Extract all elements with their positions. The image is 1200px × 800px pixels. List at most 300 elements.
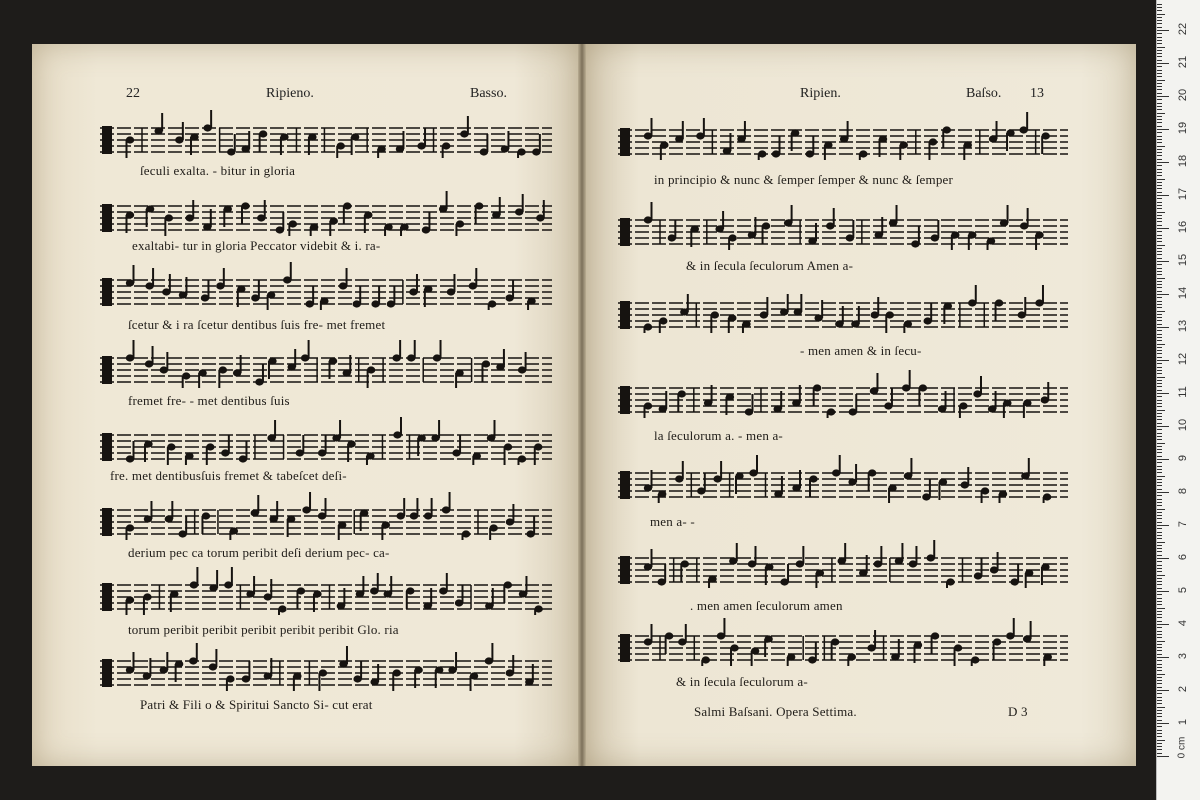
ruler-label: 7 [1177,520,1189,528]
note-glyph [367,366,375,388]
note-glyph [758,150,766,160]
clef-sign [102,204,112,232]
note-glyph [644,402,652,418]
music-stave [100,643,552,691]
ruler-tick [1157,248,1162,249]
note-glyph [1023,399,1031,418]
note-glyph [126,652,134,674]
ruler-label: 16 [1177,220,1189,234]
ruler-label: 11 [1177,386,1189,398]
note-glyph [460,116,468,138]
note-glyph [884,388,892,410]
note-glyph [968,231,976,250]
ruler-tick [1157,720,1162,721]
ruler-label: 13 [1177,319,1189,333]
stave-graphic [618,370,1068,418]
note-glyph [971,656,979,666]
ruler-tick [1157,268,1162,269]
note-glyph [816,569,824,588]
ruler-tick [1157,571,1162,572]
ruler-tick [1157,17,1162,18]
note-glyph [455,369,463,388]
note-glyph [175,122,183,144]
note-glyph [536,200,544,222]
ruler-tick [1157,466,1162,467]
note-glyph [534,605,542,615]
ruler-tick [1157,53,1162,54]
note-glyph [480,134,488,156]
ruler-tick [1157,433,1162,434]
note-glyph [840,121,848,143]
ruler-tick [1157,532,1162,533]
note-glyph [241,202,249,224]
ruler-tick [1157,350,1162,351]
note-glyph [338,521,346,540]
note-glyph [305,286,313,308]
lyric-line: & in ſecula ſeculorum Amen a- [686,258,854,273]
ruler-tick [1157,155,1162,156]
ruler-label: 14 [1177,286,1189,300]
note-glyph [517,148,525,158]
note-glyph [675,461,683,483]
ruler-tick [1157,334,1162,335]
note-glyph [452,435,460,457]
ruler-tick [1157,169,1162,170]
ruler-tick [1157,301,1162,302]
note-glyph [711,311,719,333]
lyric-line: exaltabi- tur in gloria Peccator videbit & i. ra- [132,238,381,253]
note-glyph [488,300,496,310]
ruler-tick [1157,535,1162,536]
note-glyph [126,441,134,463]
note-glyph [251,280,259,302]
note-glyph [145,346,153,368]
ruler-tick [1157,195,1169,196]
note-glyph [730,644,738,666]
ruler-tick [1157,106,1162,107]
ruler-tick [1157,584,1162,585]
note-glyph [886,311,894,333]
note-glyph [888,484,896,503]
ruler-tick [1157,697,1162,698]
note-glyph [680,294,688,316]
note-glyph [1021,458,1029,480]
note-glyph [989,121,997,143]
ruler-tick [1157,644,1162,645]
ruler-tick [1157,489,1162,490]
ruler-tick [1157,23,1162,24]
note-glyph [407,340,415,362]
note-glyph [287,349,295,371]
music-stave [618,202,1068,250]
ruler-tick [1157,598,1162,599]
note-glyph [209,570,217,592]
ruler-label: 15 [1177,253,1189,267]
note-glyph [182,372,190,388]
music-stave [100,188,552,236]
ruler-tick [1157,113,1165,114]
lyric-line: la ſeculorum a. - men a- [654,428,783,443]
note-glyph [1006,618,1014,640]
ruler-tick [1157,426,1169,427]
note-glyph [993,638,1001,660]
ruler-tick [1157,641,1165,642]
music-stave [100,417,552,465]
ruler-tick [1157,429,1162,430]
note-glyph [160,352,168,374]
note-glyph [868,469,876,491]
ruler-tick [1157,4,1162,5]
note-glyph [202,512,210,534]
note-glyph [448,652,456,674]
ruler-tick [1157,221,1162,222]
ruler-tick [1157,360,1169,361]
ruler-tick [1157,340,1162,341]
ruler-tick [1157,179,1165,180]
music-stave [618,618,1068,666]
ruler-tick [1157,614,1162,615]
note-glyph [923,303,931,325]
ruler-tick [1157,713,1162,714]
note-glyph [837,543,845,565]
note-glyph [356,576,364,598]
note-glyph [519,576,527,598]
ruler-tick [1157,218,1162,219]
note-glyph [154,113,162,135]
clef-sign [620,386,630,414]
note-glyph [762,222,770,244]
note-glyph [660,141,668,160]
note-glyph [439,191,447,213]
ruler-label: 10 [1177,418,1189,432]
note-glyph [678,624,686,646]
ruler-tick [1157,565,1162,566]
note-glyph [748,546,756,568]
ruler-tick [1157,215,1162,216]
stave-graphic [618,112,1068,160]
stave-graphic [100,188,552,236]
ruler-tick [1157,410,1165,411]
ruler-tick [1157,716,1162,717]
ruler-tick [1157,654,1162,655]
ruler-tick [1157,660,1162,661]
ruler-tick [1157,733,1162,734]
music-stave [618,285,1068,333]
lyric-line: in principio & nunc & ſemper ſemper & nunc & ſemper [654,172,954,187]
note-glyph [343,202,351,224]
ruler-tick [1157,73,1162,74]
ruler-tick [1157,261,1169,262]
ruler-tick [1157,132,1162,133]
note-glyph [713,461,721,483]
note-glyph [475,202,483,224]
ruler-tick [1157,419,1162,420]
lyric-line: ſeculi exalta. - bitur in gloria [140,163,296,178]
note-glyph [470,672,478,691]
ruler-tick [1157,512,1162,513]
note-glyph [675,121,683,143]
note-glyph [289,220,297,236]
note-glyph [353,286,361,308]
clef-sign [620,471,630,499]
ruler-tick [1157,601,1162,602]
note-glyph [919,384,927,406]
lyric-line: torum peribit peribit peribit peribit peribit Glo. ria [128,622,399,637]
note-glyph [745,394,753,416]
ruler-tick [1157,690,1169,691]
ruler-label: 20 [1177,88,1189,102]
ruler-tick [1157,274,1162,275]
note-glyph [1019,112,1027,134]
note-glyph [973,376,981,398]
ruler-tick [1157,129,1169,130]
note-glyph [780,294,788,316]
ruler-tick [1157,456,1162,457]
ruler-tick [1157,165,1162,166]
note-glyph [946,578,954,588]
clef-sign [102,583,112,611]
note-glyph [198,369,206,388]
ruler-tick [1157,624,1169,625]
ruler-tick [1157,495,1162,496]
note-glyph [895,543,903,565]
note-glyph [848,464,856,486]
ruler-tick [1157,710,1162,711]
ruler-tick [1157,416,1162,417]
stave-graphic [100,110,552,158]
note-glyph [772,136,780,158]
ruler-tick [1157,367,1162,368]
ruler-tick [1157,436,1162,437]
note-glyph [387,286,395,308]
note-glyph [206,443,214,465]
ruler-tick [1157,525,1169,526]
note-glyph [370,573,378,595]
note-glyph [267,291,275,310]
ruler-tick [1157,287,1162,288]
music-stave [618,455,1068,503]
note-glyph [644,118,652,140]
ruler-tick [1157,294,1169,295]
ruler-tick [1157,386,1162,387]
ruler-tick [1157,327,1169,328]
music-stave [618,112,1068,160]
ruler-tick [1157,238,1162,239]
ruler-tick [1157,578,1162,579]
note-glyph [267,420,275,442]
ruler-tick [1157,83,1162,84]
note-glyph [278,605,286,615]
ruler-label: 3 [1177,652,1189,660]
note-glyph [126,340,134,362]
ruler-tick [1157,548,1162,549]
ruler-tick [1157,743,1162,744]
note-glyph [1041,132,1049,154]
ruler-tick [1157,317,1162,318]
stave-graphic [100,340,552,388]
ruler-tick [1157,561,1162,562]
note-glyph [644,549,652,571]
note-glyph [831,638,839,660]
note-glyph [246,576,254,598]
note-glyph [496,349,504,371]
ruler-label: 18 [1177,154,1189,168]
note-glyph [339,268,347,290]
ruler-tick [1157,627,1162,628]
note-glyph [644,323,652,333]
ruler-tick [1157,60,1162,61]
note-glyph [974,558,982,580]
ruler-tick [1157,30,1169,31]
ruler-tick [1157,330,1162,331]
note-glyph [849,394,857,416]
ruler-tick [1157,353,1162,354]
stave-graphic [618,540,1068,588]
note-glyph [189,643,197,665]
ruler-tick [1157,185,1162,186]
ruler-tick [1157,370,1162,371]
note-glyph [968,285,976,307]
lyric-line: fremet fre- - met dentibus ſuis [128,393,290,408]
ruler-tick [1157,479,1162,480]
ruler-label: 8 [1177,487,1189,495]
lyric-line: . men amen ſeculorum amen [690,598,843,613]
note-glyph [859,150,867,160]
note-glyph [447,274,455,296]
stave-graphic [618,285,1068,333]
note-glyph [659,317,667,333]
ruler-tick [1157,594,1162,595]
note-glyph [929,138,937,160]
note-glyph [255,364,263,386]
ruler-label: 21 [1177,55,1189,69]
note-glyph [318,435,326,457]
ruler-tick [1157,37,1162,38]
ruler-tick [1157,657,1169,658]
ruler-tick [1157,400,1162,401]
note-glyph [943,126,951,148]
left-part-label: Ripieno. [266,86,314,101]
note-glyph [824,141,832,160]
note-glyph [729,543,737,565]
ruler-tick [1157,746,1162,747]
note-glyph [911,226,919,248]
clef-sign [102,356,112,384]
ruler-tick [1157,509,1165,510]
ruler-tick [1157,522,1162,523]
note-glyph [126,524,134,540]
ruler-tick [1157,634,1162,635]
note-glyph [276,212,284,234]
note-glyph [382,521,390,540]
ruler-tick [1157,538,1162,539]
ruler-tick [1157,205,1162,206]
ruler-tick [1157,380,1162,381]
note-glyph [482,360,490,382]
note-glyph [760,297,768,319]
note-glyph [293,672,301,691]
ruler-tick [1157,152,1162,153]
ruler-tick [1157,363,1162,364]
stave-graphic [100,492,552,540]
note-glyph [961,467,969,489]
ruler-tick [1157,202,1162,203]
note-glyph [190,567,198,589]
ruler-tick [1157,664,1162,665]
note-glyph [806,136,814,158]
note-glyph [951,231,959,250]
ruler-tick [1157,637,1162,638]
ruler-tick [1157,545,1162,546]
ruler-tick [1157,505,1162,506]
clef-sign [102,278,112,306]
note-glyph [1025,569,1033,588]
ruler-tick [1157,63,1169,64]
lyric-line: ſcetur & i ra ſcetur dentibus ſuis fre- met fremet [128,317,386,332]
ruler-label: 5 [1177,586,1189,594]
ruler-tick [1157,149,1162,150]
music-stave [100,340,552,388]
ruler-tick [1157,109,1162,110]
ruler-tick [1157,443,1165,444]
ruler-tick [1157,650,1162,651]
note-glyph [995,299,1003,321]
note-glyph [227,134,235,156]
ruler-tick [1157,703,1162,704]
note-glyph [224,567,232,589]
left-voice-label: Basso. [470,86,507,101]
note-glyph [1023,621,1031,643]
note-glyph [406,587,414,609]
note-glyph [455,585,463,607]
book-gutter [578,44,586,766]
note-glyph [439,573,447,595]
ruler-tick [1157,499,1162,500]
ruler-label: 22 [1177,22,1189,36]
note-glyph [269,501,277,523]
lyric-line: & in ſecula ſeculorum a- [676,674,808,689]
note-glyph [371,286,379,308]
note-glyph [931,220,939,242]
ruler-tick [1157,271,1162,272]
lyric-line: Patri & Fili o & Spiritui Sancto Si- cut erat [140,697,373,712]
ruler-tick [1157,70,1162,71]
note-glyph [143,593,151,615]
note-glyph [283,262,291,284]
ruler-tick [1157,449,1162,450]
note-glyph [827,408,835,418]
ruler-tick [1157,373,1162,374]
note-glyph [396,498,404,520]
note-glyph [737,121,745,143]
note-glyph [696,118,704,140]
note-glyph [504,443,512,465]
ruler-tick [1157,406,1162,407]
ruler-tick [1157,446,1162,447]
stave-graphic [618,202,1068,250]
note-glyph [433,340,441,362]
note-glyph [422,212,430,234]
ruler-tick [1157,320,1162,321]
note-glyph [526,516,534,538]
ruler-tick [1157,591,1169,592]
ruler-tick [1157,314,1162,315]
right-voice-label: Baſso. [966,86,1002,101]
ruler-tick [1157,469,1162,470]
ruler-tick [1157,66,1162,67]
ruler-tick [1157,7,1162,8]
ruler-label: 6 [1177,553,1189,561]
